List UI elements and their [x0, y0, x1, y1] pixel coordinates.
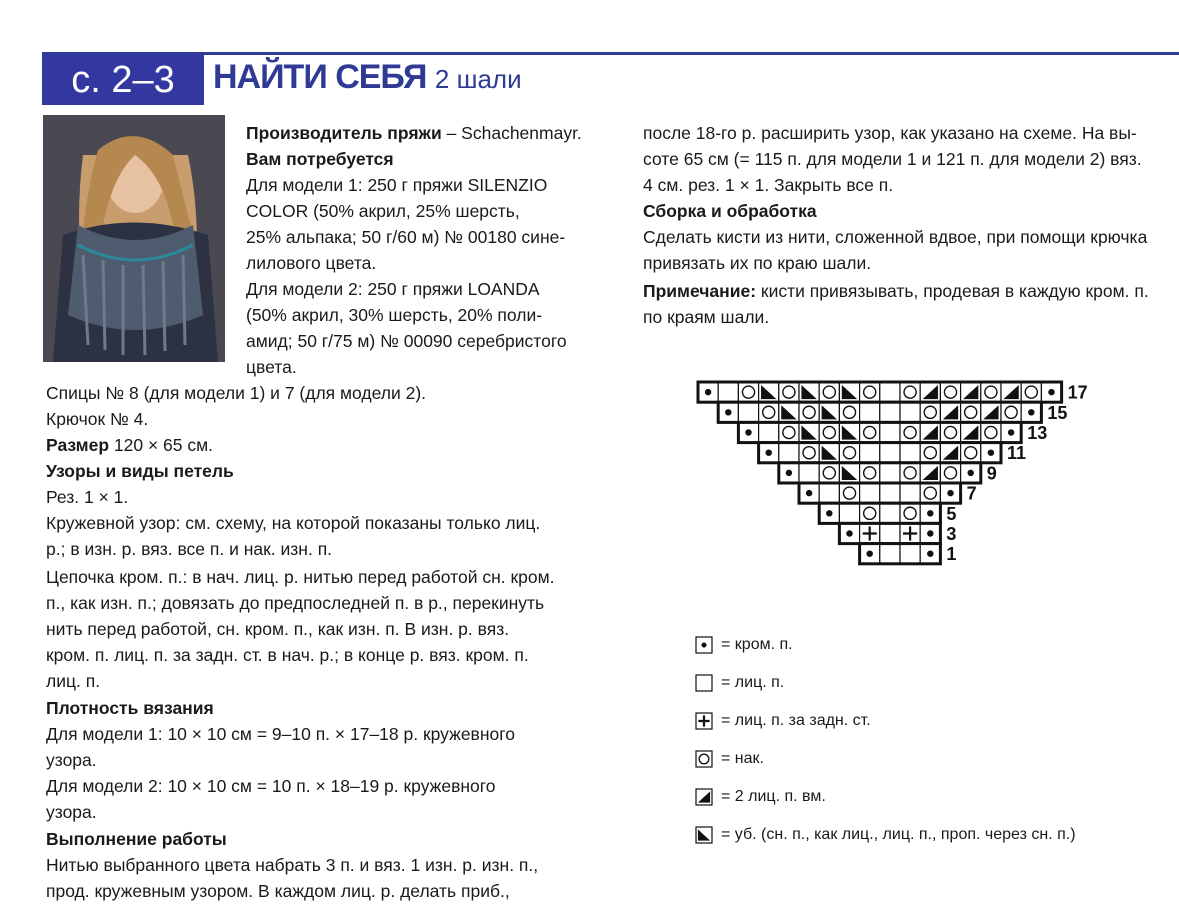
chart-cell: [981, 402, 1001, 422]
chart-cell: [839, 523, 859, 543]
chart-cell: [799, 382, 819, 402]
chart-cell: [940, 422, 960, 442]
chart-cell: [1021, 402, 1041, 422]
chart-cell: [819, 483, 839, 503]
chart-row-label: 5: [946, 503, 957, 524]
knit-icon: [695, 674, 713, 692]
chart-cell: [819, 382, 839, 402]
chart-cell: [920, 382, 940, 402]
chart-cell: [860, 523, 880, 543]
chart-cell: [759, 443, 779, 463]
chart-cell: [779, 463, 799, 483]
chart-cell: [819, 443, 839, 463]
chart-cell: [1041, 382, 1061, 402]
article-title: [213, 58, 522, 97]
intro-line: Для модели 1: 250 г пряжи SILENZIO: [246, 175, 548, 195]
intro-line: цвета.: [246, 357, 297, 377]
yarn-over-icon: [695, 750, 713, 768]
chart-cell: [839, 422, 859, 442]
chart-cell: [738, 422, 758, 442]
note-text: кисти привязывать, продевая в каждую кром. п.: [756, 281, 1149, 301]
lace-line: Кружевной узор: см. схему, на которой показаны только лиц.: [46, 513, 541, 533]
density-line: Для модели 2: 10 × 10 см = 10 п. × 18–19 р. кружевного: [46, 776, 496, 796]
legend-row: [695, 748, 764, 770]
chart-row-label: 7: [966, 483, 977, 504]
legend-text: = кром. п.: [721, 636, 793, 653]
chart-cell: [799, 443, 819, 463]
legend-row: [695, 672, 784, 694]
model-photo: [43, 115, 225, 362]
rib-line: Рез. 1 × 1.: [46, 487, 129, 507]
k2tog-icon: [695, 788, 713, 806]
chart-cell: [961, 422, 981, 442]
header-rule: [42, 52, 1179, 55]
density-line: Для модели 1: 10 × 10 см = 9–10 п. × 17–18 р. кружевного: [46, 724, 515, 744]
continue-line: соте 65 см (= 115 п. для модели 1 и 121 п. для модели 2) вяз.: [643, 149, 1142, 169]
assembly-line: Сделать кисти из нити, сложенной вдвое, при помощи крючка: [643, 227, 1148, 247]
chart-cell: [920, 402, 940, 422]
chart-cell: [940, 483, 960, 503]
needles-line: Спицы № 8 (для модели 1) и 7 (для модели 2).: [46, 383, 427, 403]
chart-cell: [738, 382, 758, 402]
chart-cell: [920, 523, 940, 543]
chart-cell: [799, 483, 819, 503]
chart-row-label: 1: [946, 544, 957, 565]
need-heading: Вам потребуется: [246, 149, 394, 169]
knit-tbl-icon: [695, 712, 713, 730]
note-label: Примечание:: [643, 281, 757, 301]
legend-text: = лиц. п. за задн. ст.: [721, 712, 871, 729]
chart-cell: [880, 402, 900, 422]
chart-row-label: 15: [1047, 402, 1068, 423]
chart-cell: [1021, 382, 1041, 402]
chart-cell: [900, 544, 920, 564]
chart-cell: [961, 382, 981, 402]
chart-cell: [920, 463, 940, 483]
intro-line: амид; 50 г/75 м) № 00090 серебристого: [246, 331, 567, 351]
chain-line: п., как изн. п.; довязать до предпоследней п. в р., перекинуть: [46, 593, 545, 613]
chart-cell: [1001, 422, 1021, 442]
continue-line: после 18-го р. расширить узор, как указано на схеме. На вы-: [643, 123, 1137, 143]
chart-cell: [860, 422, 880, 442]
chart-cell: [940, 402, 960, 422]
work-line: Нитью выбранного цвета набрать 3 п. и вяз. 1 изн. р. изн. п.,: [46, 855, 539, 875]
chart-cell: [779, 422, 799, 442]
intro-line: COLOR (50% акрил, 25% шерсть,: [246, 201, 520, 221]
chart-cell: [799, 463, 819, 483]
intro-line: лилового цвета.: [246, 253, 377, 273]
chart-row-label: 9: [986, 463, 997, 484]
chart-cell: [940, 443, 960, 463]
chart-cell: [759, 382, 779, 402]
chart-cell: [799, 402, 819, 422]
chart-cell: [880, 544, 900, 564]
chart-cell: [819, 422, 839, 442]
size-value: 120 × 65 см.: [109, 435, 214, 455]
title-text: НАЙТИ СЕБЯ: [213, 58, 427, 96]
legend-row: [695, 634, 793, 656]
chart-cell: [1001, 402, 1021, 422]
legend-row: [695, 710, 871, 732]
chart-cell: [839, 503, 859, 523]
chart-cell: [880, 382, 900, 402]
chart-cell: [860, 463, 880, 483]
chart-cell: [961, 402, 981, 422]
size-label: Размер: [46, 435, 110, 455]
patterns-heading: Узоры и виды петель: [46, 461, 234, 481]
legend-text: = уб. (сн. п., как лиц., лиц. п., проп. через сн. п.): [721, 826, 1076, 843]
chart-cell: [839, 443, 859, 463]
chart-cell: [880, 523, 900, 543]
hook-line: Крючок № 4.: [46, 409, 149, 429]
legend-row: [695, 786, 826, 808]
chart-cell: [981, 382, 1001, 402]
chain-line: нить перед работой, сн. кром. п., как изн. п. В изн. р. вяз.: [46, 619, 510, 639]
chart-cell: [880, 443, 900, 463]
selvage-icon: [695, 636, 713, 654]
chart-cell: [940, 463, 960, 483]
intro-line: 25% альпака; 50 г/60 м) № 00180 сине-: [246, 227, 566, 247]
density-line: узора.: [46, 802, 97, 822]
chart-cell: [779, 382, 799, 402]
chart-cell: [839, 463, 859, 483]
yarn-line: [246, 120, 582, 146]
chart-cell: [819, 503, 839, 523]
chart-cell: [839, 483, 859, 503]
legend-row: [695, 824, 1076, 846]
chart-cell: [920, 483, 940, 503]
chart-cell: [698, 382, 718, 402]
chain-line: лиц. п.: [46, 671, 101, 691]
knitting-chart: [690, 375, 1160, 590]
chart-cell: [880, 463, 900, 483]
chart-cell: [779, 402, 799, 422]
chart-cell: [900, 463, 920, 483]
chart-cell: [839, 402, 859, 422]
chart-cell: [900, 523, 920, 543]
density-line: узора.: [46, 750, 97, 770]
chart-cell: [900, 483, 920, 503]
intro-line: Для модели 2: 250 г пряжи LOANDA: [246, 279, 540, 299]
chart-cell: [981, 443, 1001, 463]
intro-line: (50% акрил, 30% шерсть, 20% поли-: [246, 305, 543, 325]
chart-cell: [718, 382, 738, 402]
chart-cell: [920, 544, 940, 564]
page-number-badge: с. 2–3: [42, 55, 204, 105]
chart-cell: [799, 422, 819, 442]
chart-cell: [880, 503, 900, 523]
yarn-label: Производитель пряжи: [246, 123, 442, 143]
chart-cell: [900, 503, 920, 523]
legend-text: = лиц. п.: [721, 674, 785, 691]
chart-cell: [940, 382, 960, 402]
chart-cell: [860, 544, 880, 564]
chart-cell: [738, 402, 758, 422]
chart-cell: [900, 443, 920, 463]
chart-cell: [860, 483, 880, 503]
chart-cell: [860, 402, 880, 422]
chart-cell: [900, 402, 920, 422]
chart-cell: [759, 402, 779, 422]
lace-line: р.; в изн. р. вяз. все п. и нак. изн. п.: [46, 539, 333, 559]
legend-text: = 2 лиц. п. вм.: [721, 788, 826, 805]
chart-row-label: 13: [1027, 422, 1048, 443]
chart-cell: [981, 422, 1001, 442]
chart-cell: [759, 422, 779, 442]
chart-cell: [819, 402, 839, 422]
chart-cell: [920, 443, 940, 463]
chart-cell: [819, 463, 839, 483]
assembly-heading: Сборка и обработка: [643, 201, 817, 221]
chart-cell: [839, 382, 859, 402]
chart-cell: [900, 382, 920, 402]
chart-cell: [880, 422, 900, 442]
chart-cell: [900, 422, 920, 442]
model-photo-illustration: [43, 115, 225, 362]
work-line: прод. кружевным узором. В каждом лиц. р. делать приб.,: [46, 881, 510, 901]
note-line: [643, 278, 1149, 304]
chart-cell: [860, 503, 880, 523]
chart-cell: [1001, 382, 1021, 402]
note-line: по краям шали.: [643, 307, 770, 327]
chart-cell: [779, 443, 799, 463]
chart-cell: [718, 402, 738, 422]
size-line: [46, 432, 213, 458]
density-heading: Плотность вязания: [46, 698, 214, 718]
chart-cell: [920, 422, 940, 442]
chart-cell: [880, 483, 900, 503]
skp-icon: [695, 826, 713, 844]
chart-cell: [920, 503, 940, 523]
legend-text: = нак.: [721, 750, 764, 767]
assembly-line: привязать их по краю шали.: [643, 253, 872, 273]
work-heading: Выполнение работы: [46, 829, 227, 849]
chain-line: Цепочка кром. п.: в нач. лиц. р. нитью перед работой сн. кром.: [46, 567, 555, 587]
chain-line: кром. п. лиц. п. за задн. ст. в нач. р.; в конце р. вяз. кром. п.: [46, 645, 529, 665]
chart-row-label: 17: [1067, 382, 1088, 403]
title-subtitle: 2 шали: [434, 64, 522, 94]
chart-row-label: 3: [946, 523, 957, 544]
continue-line: 4 см. рез. 1 × 1. Закрыть все п.: [643, 175, 894, 195]
chart-cell: [961, 443, 981, 463]
chart-cell: [860, 382, 880, 402]
chart-cell: [961, 463, 981, 483]
yarn-value: – Schachenmayr.: [441, 123, 582, 143]
chart-cell: [860, 443, 880, 463]
chart-row-label: 11: [1007, 443, 1027, 464]
